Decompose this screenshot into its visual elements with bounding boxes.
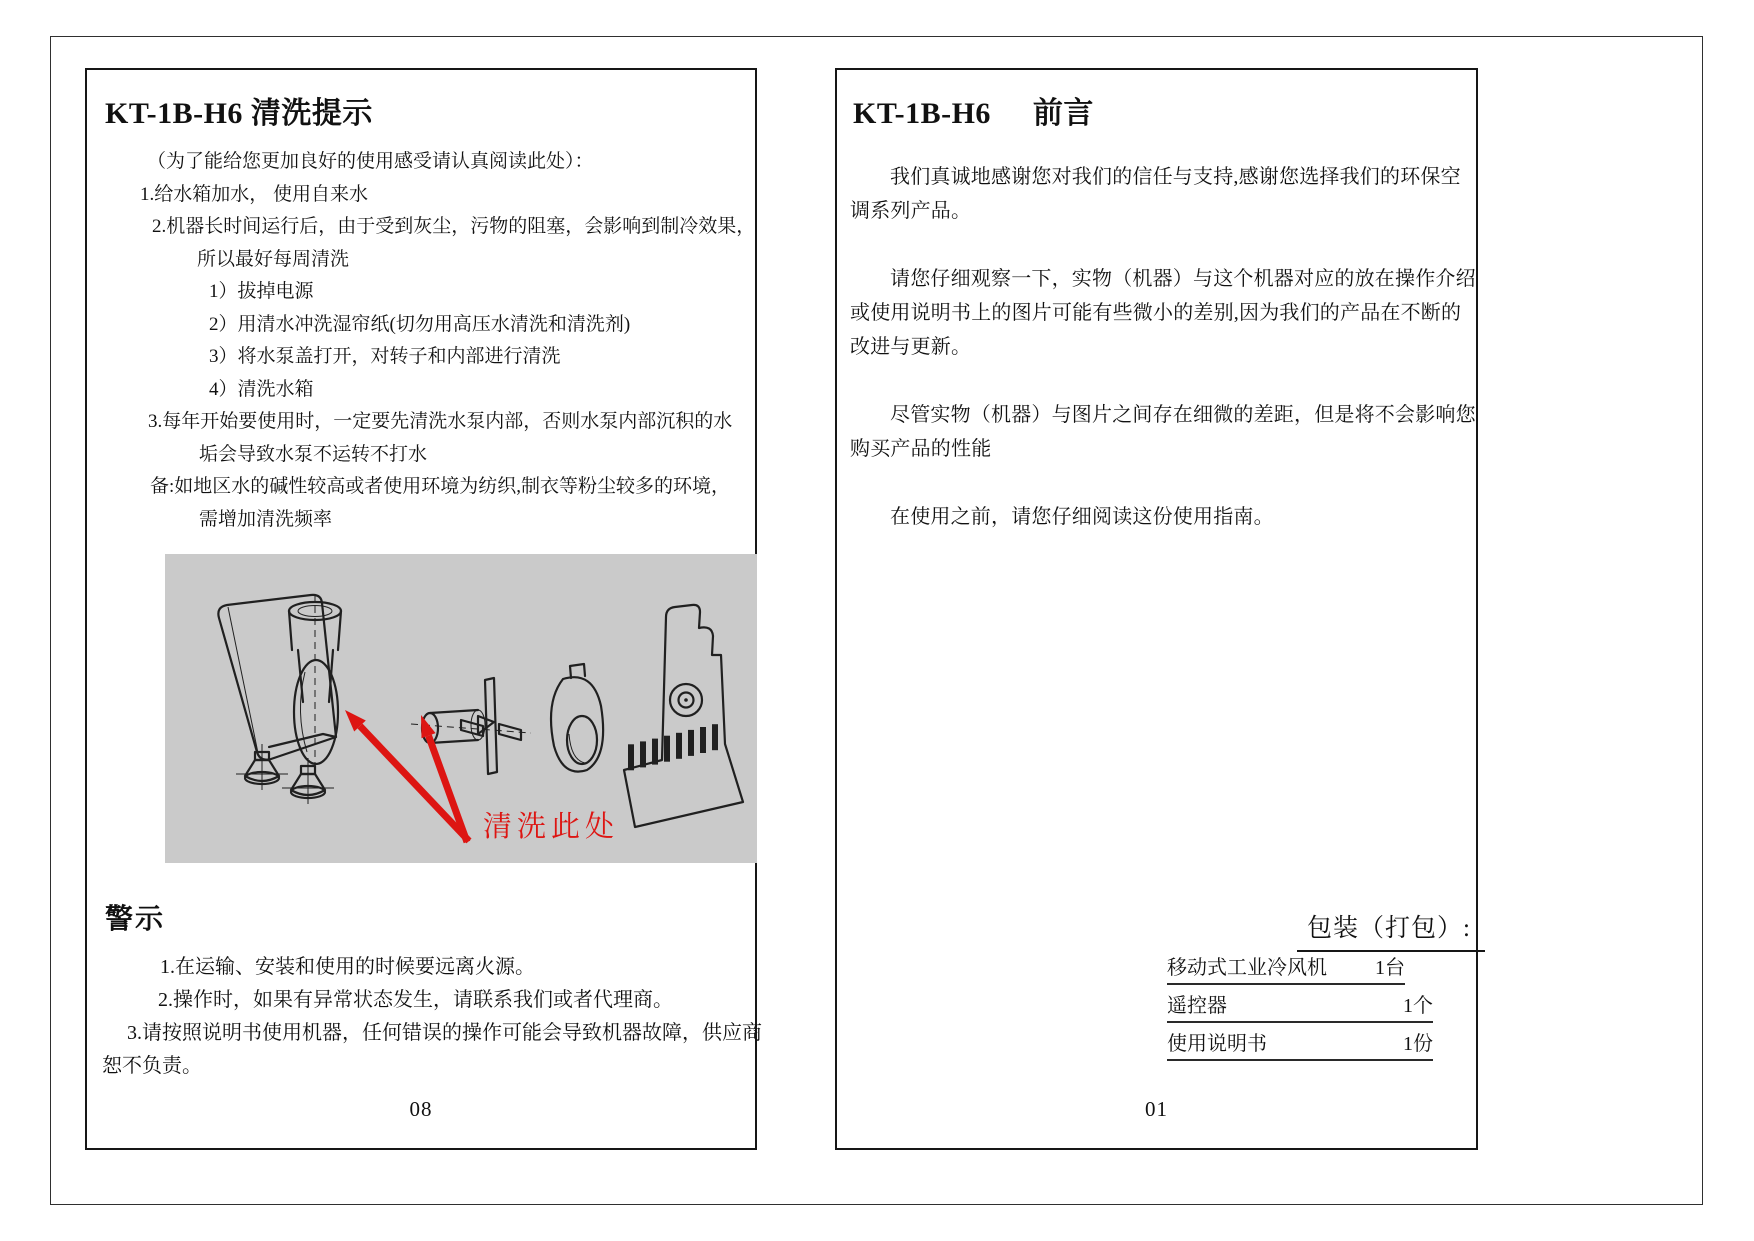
packing-item-name: 遥控器 bbox=[1167, 995, 1227, 1017]
packing-row bbox=[1167, 1032, 1433, 1061]
instruction-line: 3.每年开始要使用时，一定要先清洗水泵内部，否则水泵内部沉积的水 bbox=[148, 411, 733, 432]
page-number-left: 08 bbox=[409, 1097, 433, 1121]
packing-item-qty: 1个 bbox=[1403, 995, 1433, 1017]
packing-list bbox=[1167, 956, 1433, 1070]
diagram-callout-label: 清洗此处 bbox=[483, 811, 620, 843]
instruction-line: 需增加清洗频率 bbox=[199, 508, 333, 530]
packing-item-name: 移动式工业冷风机 bbox=[1167, 957, 1327, 979]
warning-line: 2.操作时，如果有异常状态发生，请联系我们或者代理商。 bbox=[158, 989, 673, 1011]
instruction-line: 2.机器长时间运行后，由于受到灰尘，污物的阻塞，会影响到制冷效果， bbox=[152, 216, 756, 237]
page-left-title: KT-1B-H6 清洗提示 bbox=[105, 97, 373, 130]
page-right-title-model: KT-1B-H6 bbox=[853, 97, 991, 130]
packing-item-qty: 1台 bbox=[1375, 957, 1405, 979]
preface-paragraph: 请您仔细观察一下，实物（机器）与这个机器对应的放在操作介绍或使用说明书上的图片可能有些微小的差别,因为我们的产品在不断的改进与更新。 bbox=[850, 268, 1476, 358]
instruction-line: 1.给水箱加水， 使用自来水 bbox=[140, 183, 369, 205]
preface-body bbox=[850, 160, 1476, 534]
packing-row bbox=[1167, 994, 1433, 1023]
instruction-line: （为了能给您更加良好的使用感受请认真阅读此处）： bbox=[147, 151, 594, 172]
pump-body-drawing bbox=[218, 594, 341, 804]
instruction-line: 备:如地区水的碱性较高或者使用环境为纺织,制衣等粉尘较多的环境， bbox=[150, 476, 731, 497]
page-right bbox=[835, 68, 1478, 1150]
instruction-line: 2）用清水冲洗湿帘纸(切勿用高压水清洗和清洗剂) bbox=[209, 313, 631, 335]
preface-paragraph: 我们真诚地感谢您对我们的信任与支持,感谢您选择我们的环保空调系列产品。 bbox=[850, 166, 1461, 222]
warning-line: 1.在运输、安装和使用的时候要远离火源。 bbox=[160, 956, 535, 978]
warning-title: 警示 bbox=[105, 904, 166, 935]
page-right-title bbox=[853, 88, 1470, 132]
pump-diagram bbox=[165, 554, 757, 863]
warning-line: 3.请按照说明书使用机器，任何错误的操作可能会导致机器故障，供应商 bbox=[127, 1022, 762, 1044]
preface-paragraph: 在使用之前，请您仔细阅读这份使用指南。 bbox=[890, 506, 1274, 528]
page-left bbox=[85, 68, 762, 1150]
instruction-line: 3）将水泵盖打开，对转子和内部进行清洗 bbox=[209, 346, 561, 367]
pump-cover-drawing bbox=[551, 664, 603, 772]
warning-line: 恕不负责。 bbox=[102, 1055, 202, 1077]
pump-exploded-view bbox=[165, 554, 757, 863]
instruction-line: 1）拔掉电源 bbox=[209, 281, 314, 302]
packing-title: 包装（打包）: bbox=[1297, 908, 1485, 952]
pump-housing-drawing bbox=[624, 605, 743, 827]
packing-row bbox=[1167, 956, 1405, 985]
instruction-line: 所以最好每周清洗 bbox=[197, 248, 350, 270]
packing-item-name: 使用说明书 bbox=[1167, 1033, 1267, 1055]
page-right-title-text: 前言 bbox=[1032, 97, 1094, 130]
packing-item-qty: 1份 bbox=[1403, 1033, 1433, 1055]
instruction-line: 4）清洗水箱 bbox=[209, 378, 314, 400]
instruction-line: 垢会导致水泵不运转不打水 bbox=[199, 443, 428, 465]
preface-paragraph: 尽管实物（机器）与图片之间存在细微的差距，但是将不会影响您购买产品的性能 bbox=[850, 404, 1476, 460]
page-number-right: 01 bbox=[1145, 1097, 1168, 1121]
cleaning-arrows-icon bbox=[345, 710, 469, 842]
